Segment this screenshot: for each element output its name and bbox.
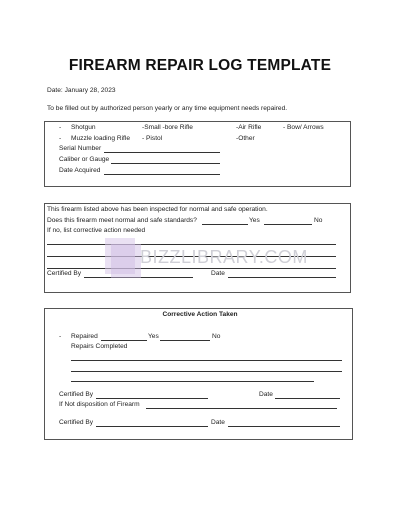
standards-no-field[interactable]: [264, 224, 312, 225]
inspected-statement: This firearm listed above has been inspected for normal and safe operation.: [47, 206, 268, 213]
repaired-no-field[interactable]: [160, 340, 210, 341]
serial-number-field[interactable]: [104, 152, 220, 153]
certified-by-field[interactable]: [96, 426, 208, 427]
type-bow-arrows: - Bow/ Arrows: [283, 124, 324, 131]
document-date: Date: January 28, 2023: [47, 87, 116, 94]
repairs-line-2[interactable]: [71, 371, 342, 372]
bullet: -: [59, 135, 62, 142]
type-air-rifle: -Air Rifle: [236, 124, 262, 131]
repaired-yes-field[interactable]: [101, 340, 147, 341]
repairs-line-3[interactable]: [71, 381, 314, 382]
certified-by-field[interactable]: [96, 398, 208, 399]
corrective-action-heading: Corrective Action Taken: [162, 311, 238, 318]
document-title: FIREARM REPAIR LOG TEMPLATE: [68, 57, 332, 74]
repaired-yes-label: Yes: [148, 333, 159, 340]
type-shotgun: Shotgun: [71, 124, 96, 131]
certified-by-label: Certified By: [59, 391, 94, 398]
date-field[interactable]: [228, 426, 340, 427]
date-acquired-label: Date Acquired: [59, 167, 101, 174]
certified-by-label: Certified By: [59, 419, 94, 426]
date-field[interactable]: [275, 398, 340, 399]
type-other: -Other: [236, 135, 255, 142]
type-small-bore-rifle: -Small -bore Rifle: [142, 124, 193, 131]
standards-yes-field[interactable]: [202, 224, 248, 225]
watermark-text: BIZZLIBRARY.COM: [140, 247, 308, 267]
date-acquired-field[interactable]: [104, 174, 220, 175]
disposition-label: If Not disposition of Firearm: [59, 401, 140, 408]
repairs-completed-label: Repairs Completed: [71, 343, 128, 350]
repaired-label: Repaired: [71, 333, 98, 340]
date-label: Date: [259, 391, 273, 398]
standards-no-label: No: [314, 217, 323, 224]
type-pistol: - Pistol: [142, 135, 163, 142]
standards-question: Does this firearm meet normal and safe standards?: [47, 217, 197, 224]
repaired-no-label: No: [212, 333, 221, 340]
corrective-needed-label: If no, list corrective action needed: [47, 227, 146, 234]
repairs-line-1[interactable]: [71, 360, 342, 361]
bullet: -: [59, 124, 62, 131]
standards-yes-label: Yes: [249, 217, 260, 224]
date-label: Date: [211, 419, 225, 426]
instruction-text: To be filled out by authorized person yearly or any time equipment needs repaired.: [47, 105, 288, 112]
caliber-field[interactable]: [111, 163, 220, 164]
serial-number-label: Serial Number: [59, 145, 102, 152]
certified-by-label: Certified By: [47, 270, 82, 277]
disposition-field[interactable]: [146, 408, 337, 409]
type-muzzle-loading-rifle: Muzzle loading Rifle: [71, 135, 131, 142]
caliber-label: Caliber or Gauge: [59, 156, 110, 163]
date-label: Date: [211, 270, 225, 277]
bullet: -: [59, 333, 62, 340]
